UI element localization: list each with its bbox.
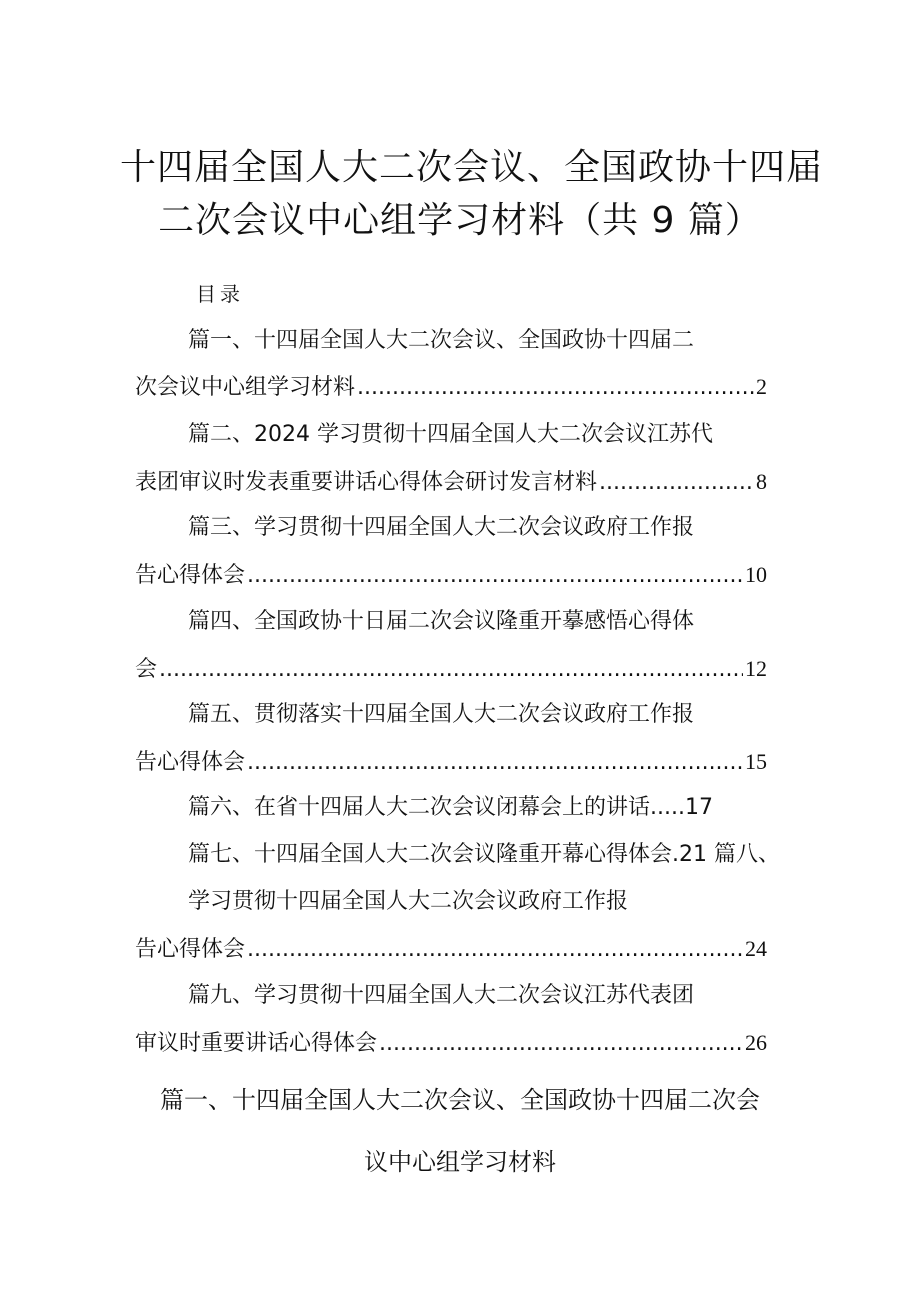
toc-label: 目录	[196, 282, 244, 306]
toc-entry-9-line-2	[135, 1032, 767, 1055]
toc-entry-2-line-1: 篇二、2024 学习贯彻十四届全国人大二次会议江苏代	[188, 422, 713, 447]
toc-entry-3-page: 10	[745, 562, 767, 587]
toc-entry-8-line-2	[135, 938, 767, 961]
toc-entry-3-line-1: 篇三、学习贯彻十四届全国人大二次会议政府工作报	[188, 515, 695, 540]
toc-entry-2-text: 表团审议时发表重要讲话心得体会研讨发言材料	[135, 470, 598, 495]
toc-entry-1-page: 2	[756, 374, 767, 399]
document-title-line-2: 二次会议中心组学习材料（共 9 篇）	[158, 200, 762, 241]
toc-entry-6: 篇六、在省十四届人大二次会议闭幕会上的讲话.....17	[188, 795, 713, 820]
toc-entry-9-line-1: 篇九、学习贯彻十四届全国人大二次会议江苏代表团	[188, 983, 695, 1008]
toc-leader-dots	[247, 752, 743, 774]
toc-entry-7: 篇七、十四届全国人大二次会议隆重开幕心得体会.21 篇八、	[188, 842, 780, 867]
toc-entry-8-page: 24	[745, 936, 767, 961]
toc-leader-dots	[379, 1033, 743, 1055]
section-title-line-1: 篇一、十四届全国人大二次会议、全国政协十四届二次会	[160, 1086, 760, 1114]
toc-entry-2-line-2	[135, 471, 767, 494]
toc-leader-dots	[599, 472, 754, 494]
toc-entry-1-line-2	[135, 376, 767, 399]
toc-entry-5-line-1: 篇五、贯彻落实十四届全国人大二次会议政府工作报	[188, 702, 695, 727]
toc-entry-8-line-1: 学习贯彻十四届全国人大二次会议政府工作报	[188, 889, 629, 914]
toc-entry-9-text: 审议时重要讲话心得体会	[135, 1031, 378, 1056]
toc-entry-5-text: 告心得体会	[135, 750, 246, 775]
toc-leader-dots	[159, 659, 743, 681]
toc-entry-9-page: 26	[745, 1030, 767, 1055]
toc-entry-5-page: 15	[745, 749, 767, 774]
toc-entry-3-text: 告心得体会	[135, 563, 246, 588]
toc-entry-3-line-2	[135, 564, 767, 587]
toc-leader-dots	[247, 565, 743, 587]
toc-leader-dots	[357, 377, 754, 399]
toc-entry-1-text: 次会议中心组学习材料	[135, 375, 356, 400]
toc-entry-2-page: 8	[756, 469, 767, 494]
toc-entry-4-text: 会	[135, 657, 158, 682]
toc-entry-5-line-2	[135, 751, 767, 774]
toc-entry-4-page: 12	[745, 656, 767, 681]
section-title-line-2: 议中心组学习材料	[364, 1148, 556, 1176]
toc-leader-dots	[247, 939, 743, 961]
toc-entry-8-text: 告心得体会	[135, 937, 246, 962]
toc-entry-4-line-2	[135, 658, 767, 681]
toc-entry-1-line-1: 篇一、十四届全国人大二次会议、全国政协十四届二	[188, 328, 695, 353]
document-title-line-1: 十四届全国人大二次会议、全国政协十四届	[120, 147, 824, 188]
toc-entry-4-line-1: 篇四、全国政协十日届二次会议隆重开摹感悟心得体	[188, 609, 695, 634]
